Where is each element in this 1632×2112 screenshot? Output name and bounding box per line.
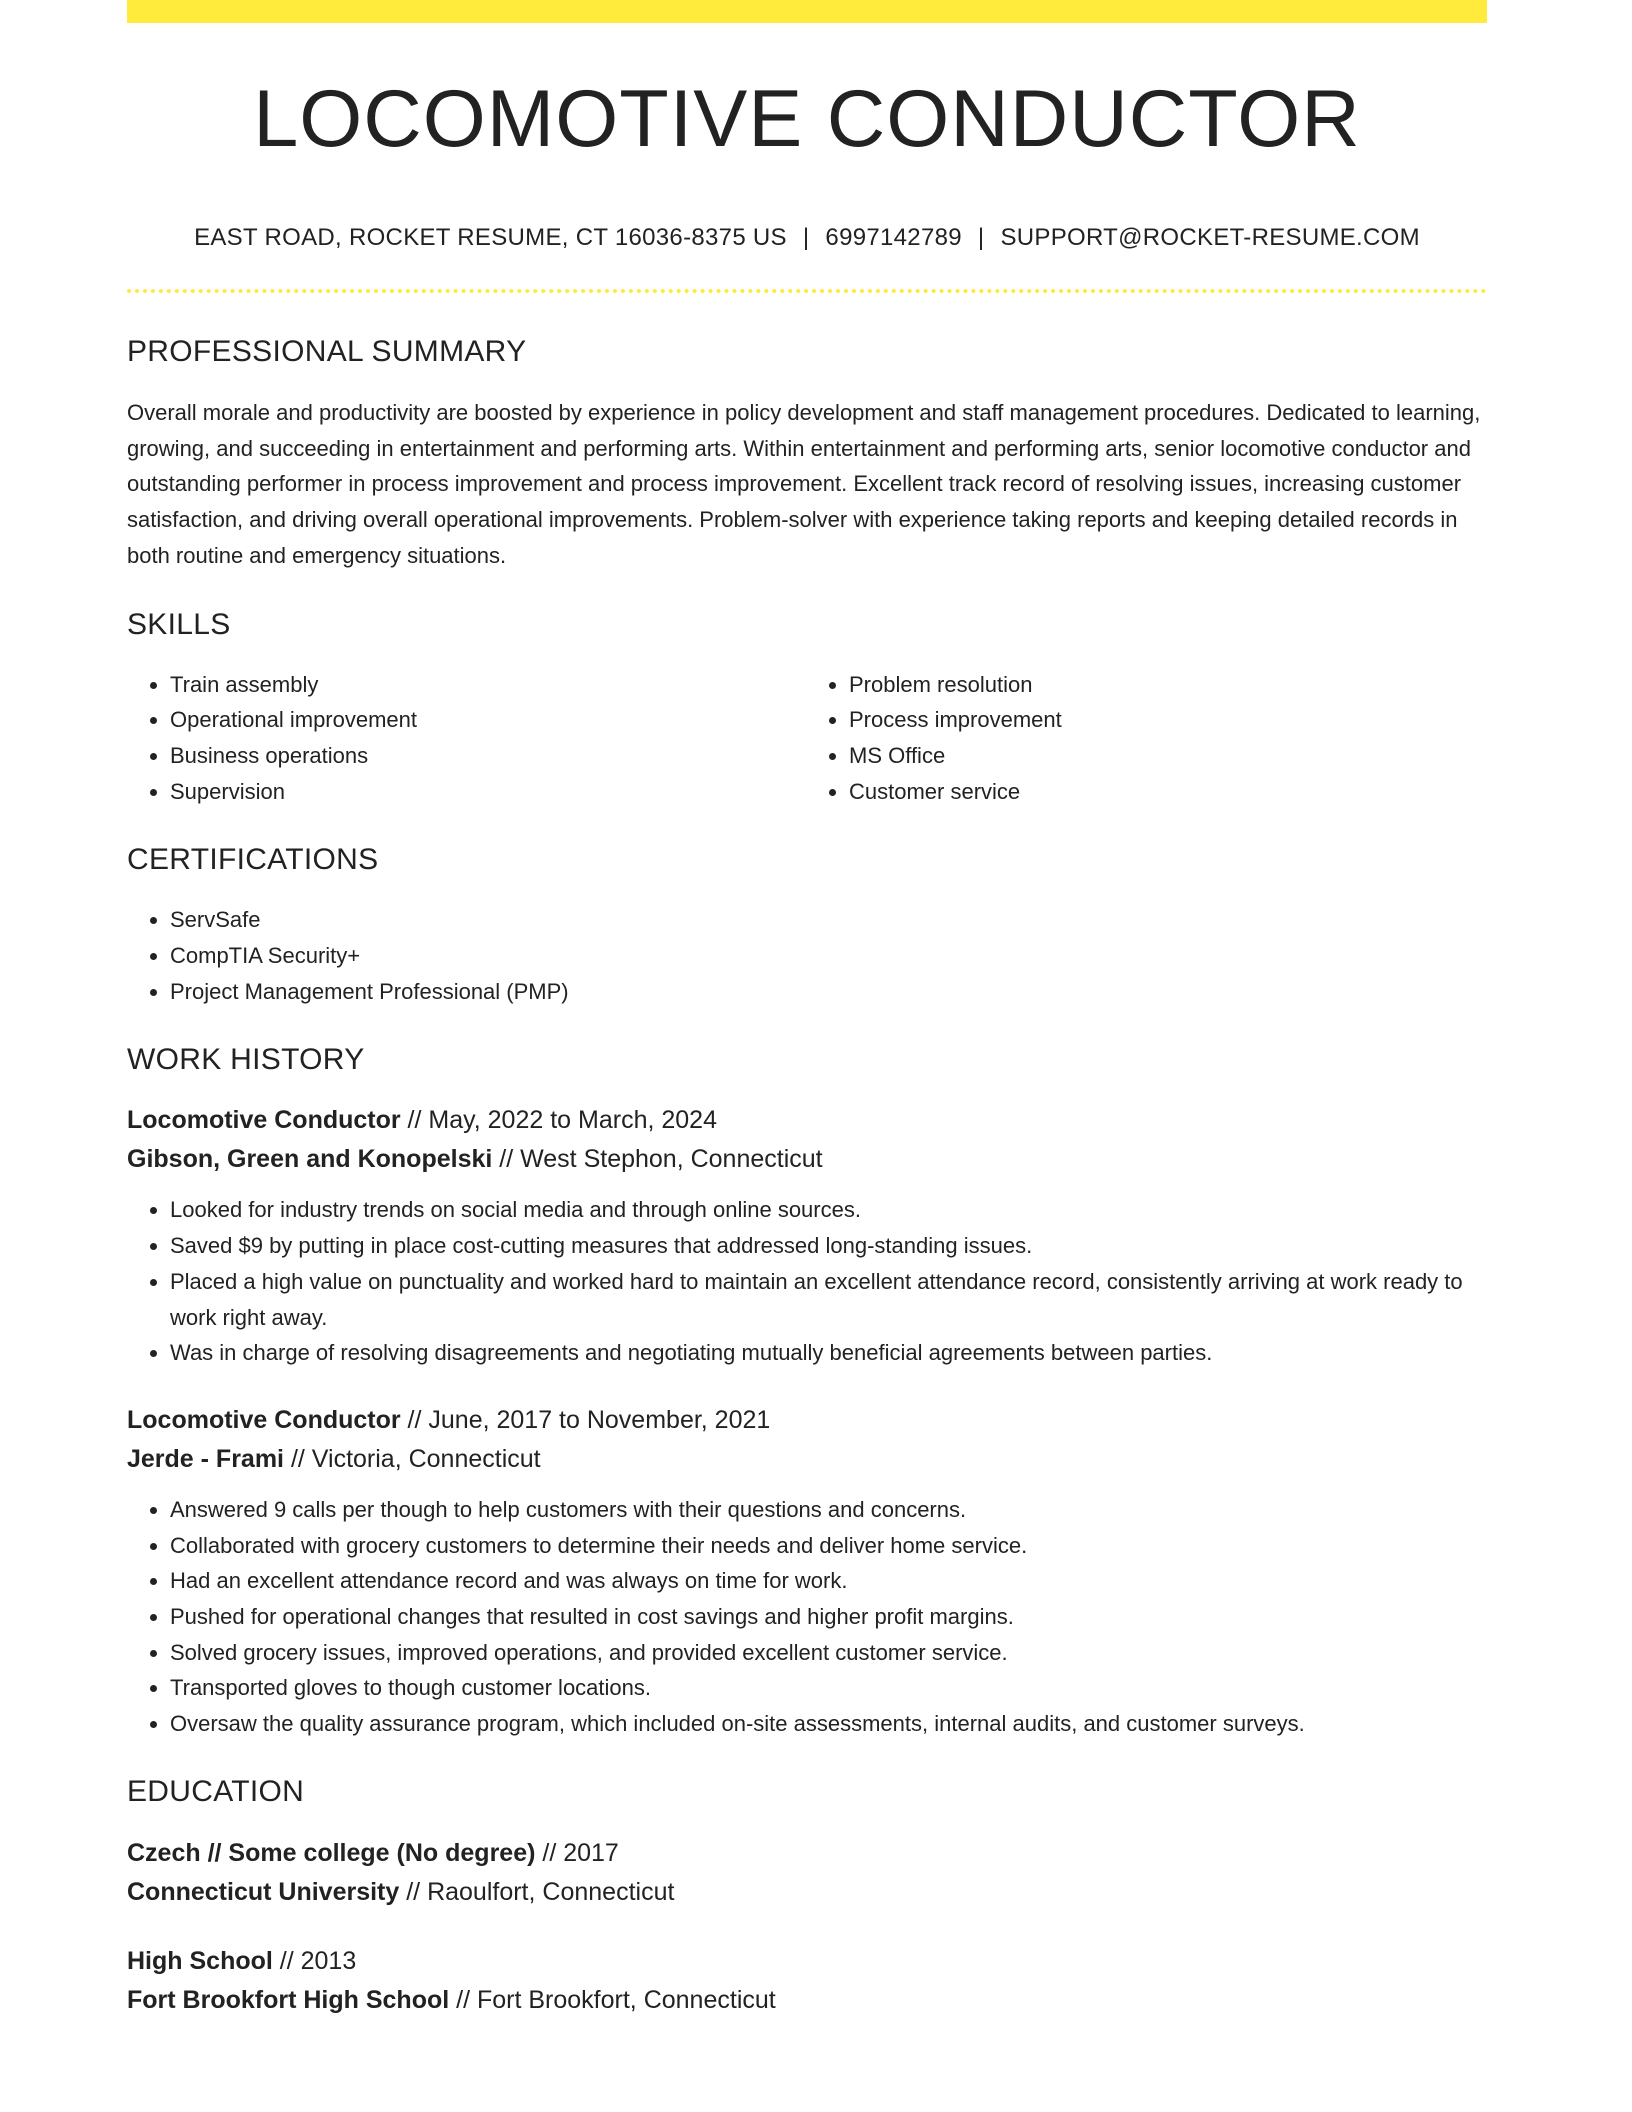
job-duties	[127, 1492, 1487, 1742]
job-duty: • Placed a high value on punctuality and worked hard to maintain an excellent attendance record, consistently arriving at work ready to work right away.	[170, 1264, 1487, 1335]
education-degree-line	[127, 1942, 1487, 1981]
skill-item: • Supervision	[170, 774, 807, 810]
work-history-heading: WORK HISTORY	[127, 1043, 365, 1077]
skills-column-2	[806, 667, 1486, 810]
job-duty: • Collaborated with grocery customers to determine their needs and deliver home service.	[170, 1528, 1487, 1564]
resume-page	[127, 0, 1487, 2020]
resume-name: LOCOMOTIVE CONDUCTOR	[253, 74, 1361, 164]
education-school-line	[127, 1981, 1487, 2020]
job-entry	[127, 1401, 1487, 1742]
skill-item: • Process improvement	[849, 702, 1486, 738]
education-heading: EDUCATION	[127, 1774, 305, 1808]
certification-item: • CompTIA Security+	[170, 938, 1487, 974]
job-location: // Victoria, Connecticut	[284, 1444, 541, 1473]
skill-item: • MS Office	[849, 738, 1486, 774]
job-duty: • Transported gloves to though customer locations.	[170, 1670, 1487, 1706]
certifications-heading: CERTIFICATIONS	[127, 843, 379, 877]
contact-separator: |	[802, 224, 810, 251]
education-location: // Fort Brookfort, Connecticut	[449, 1985, 776, 2014]
accent-bar	[127, 0, 1487, 23]
contact-email: SUPPORT@ROCKET-RESUME.COM	[1000, 224, 1420, 251]
certification-item: • Project Management Professional (PMP)	[170, 974, 1487, 1010]
certifications-list	[127, 902, 1487, 1009]
education-entry	[127, 1942, 1487, 2020]
job-duty: • Was in charge of resolving disagreements and negotiating mutually beneficial agreements between parties.	[170, 1335, 1487, 1371]
job-company: Gibson, Green and Konopelski	[127, 1145, 493, 1174]
skills-column-1	[127, 667, 807, 810]
job-duty: • Oversaw the quality assurance program, which included on-site assessments, internal audits, and customer surveys.	[170, 1706, 1487, 1742]
job-duty: • Solved grocery issues, improved operations, and provided excellent customer service.	[170, 1635, 1487, 1671]
skill-item: • Problem resolution	[849, 667, 1486, 703]
job-duty: • Saved $9 by putting in place cost-cutting measures that addressed long-standing issues.	[170, 1228, 1487, 1264]
job-company: Jerde - Frami	[127, 1444, 285, 1473]
job-title-line	[127, 1401, 1487, 1440]
skills-list	[127, 667, 1487, 810]
skill-item: • Business operations	[170, 738, 807, 774]
job-location: // West Stephon, Connecticut	[492, 1145, 823, 1174]
contact-line	[127, 226, 1487, 250]
job-role: Locomotive Conductor	[127, 1405, 401, 1434]
education-school: Fort Brookfort High School	[127, 1985, 450, 2014]
job-duty: • Pushed for operational changes that resulted in cost savings and higher profit margins.	[170, 1599, 1487, 1635]
job-company-line	[127, 1440, 1487, 1479]
education-school: Connecticut University	[127, 1877, 400, 1906]
skill-item: • Operational improvement	[170, 702, 807, 738]
contact-address: EAST ROAD, ROCKET RESUME, CT 16036-8375 US	[194, 224, 787, 251]
skill-item: • Customer service	[849, 774, 1486, 810]
job-title-line	[127, 1101, 1487, 1140]
job-entry	[127, 1101, 1487, 1371]
job-duty: • Answered 9 calls per though to help customers with their questions and concerns.	[170, 1492, 1487, 1528]
contact-phone: 6997142789	[825, 224, 962, 251]
education-degree-line	[127, 1834, 1487, 1873]
job-dates: // May, 2022 to March, 2024	[400, 1106, 717, 1135]
education-year: // 2017	[535, 1838, 619, 1867]
summary-text: Overall morale and productivity are boosted by experience in policy development and staff management procedures. Dedicated to learning, growing, and succeeding in entertainment and performing arts. Within entertainment and performing arts, senior locomotive conductor and outstanding performer in process improvement and process improvement. Excellent track record of resolving issues, increasing customer satisfaction, and driving overall operational improvements. Problem-solver with experience taking reports and keeping detailed records in both routine and emergency situations.	[127, 400, 1481, 568]
job-role: Locomotive Conductor	[127, 1106, 401, 1135]
summary-heading: PROFESSIONAL SUMMARY	[127, 335, 527, 368]
job-duties	[127, 1192, 1487, 1371]
skills-heading: SKILLS	[127, 607, 231, 641]
contact-separator: |	[977, 224, 985, 251]
job-duty: • Had an excellent attendance record and was always on time for work.	[170, 1563, 1487, 1599]
education-location: // Raoulfort, Connecticut	[399, 1877, 675, 1906]
education-entry	[127, 1834, 1487, 1912]
certification-item: • ServSafe	[170, 902, 1487, 938]
education-degree: Czech // Some college (No degree)	[127, 1838, 536, 1867]
job-duty: • Looked for industry trends on social media and through online sources.	[170, 1192, 1487, 1228]
education-year: // 2013	[272, 1946, 357, 1975]
header-divider	[127, 289, 1487, 293]
education-degree: High School	[127, 1946, 273, 1975]
job-company-line	[127, 1140, 1487, 1179]
job-dates: // June, 2017 to November, 2021	[400, 1405, 771, 1434]
skill-item: • Train assembly	[170, 667, 807, 703]
education-school-line	[127, 1873, 1487, 1912]
